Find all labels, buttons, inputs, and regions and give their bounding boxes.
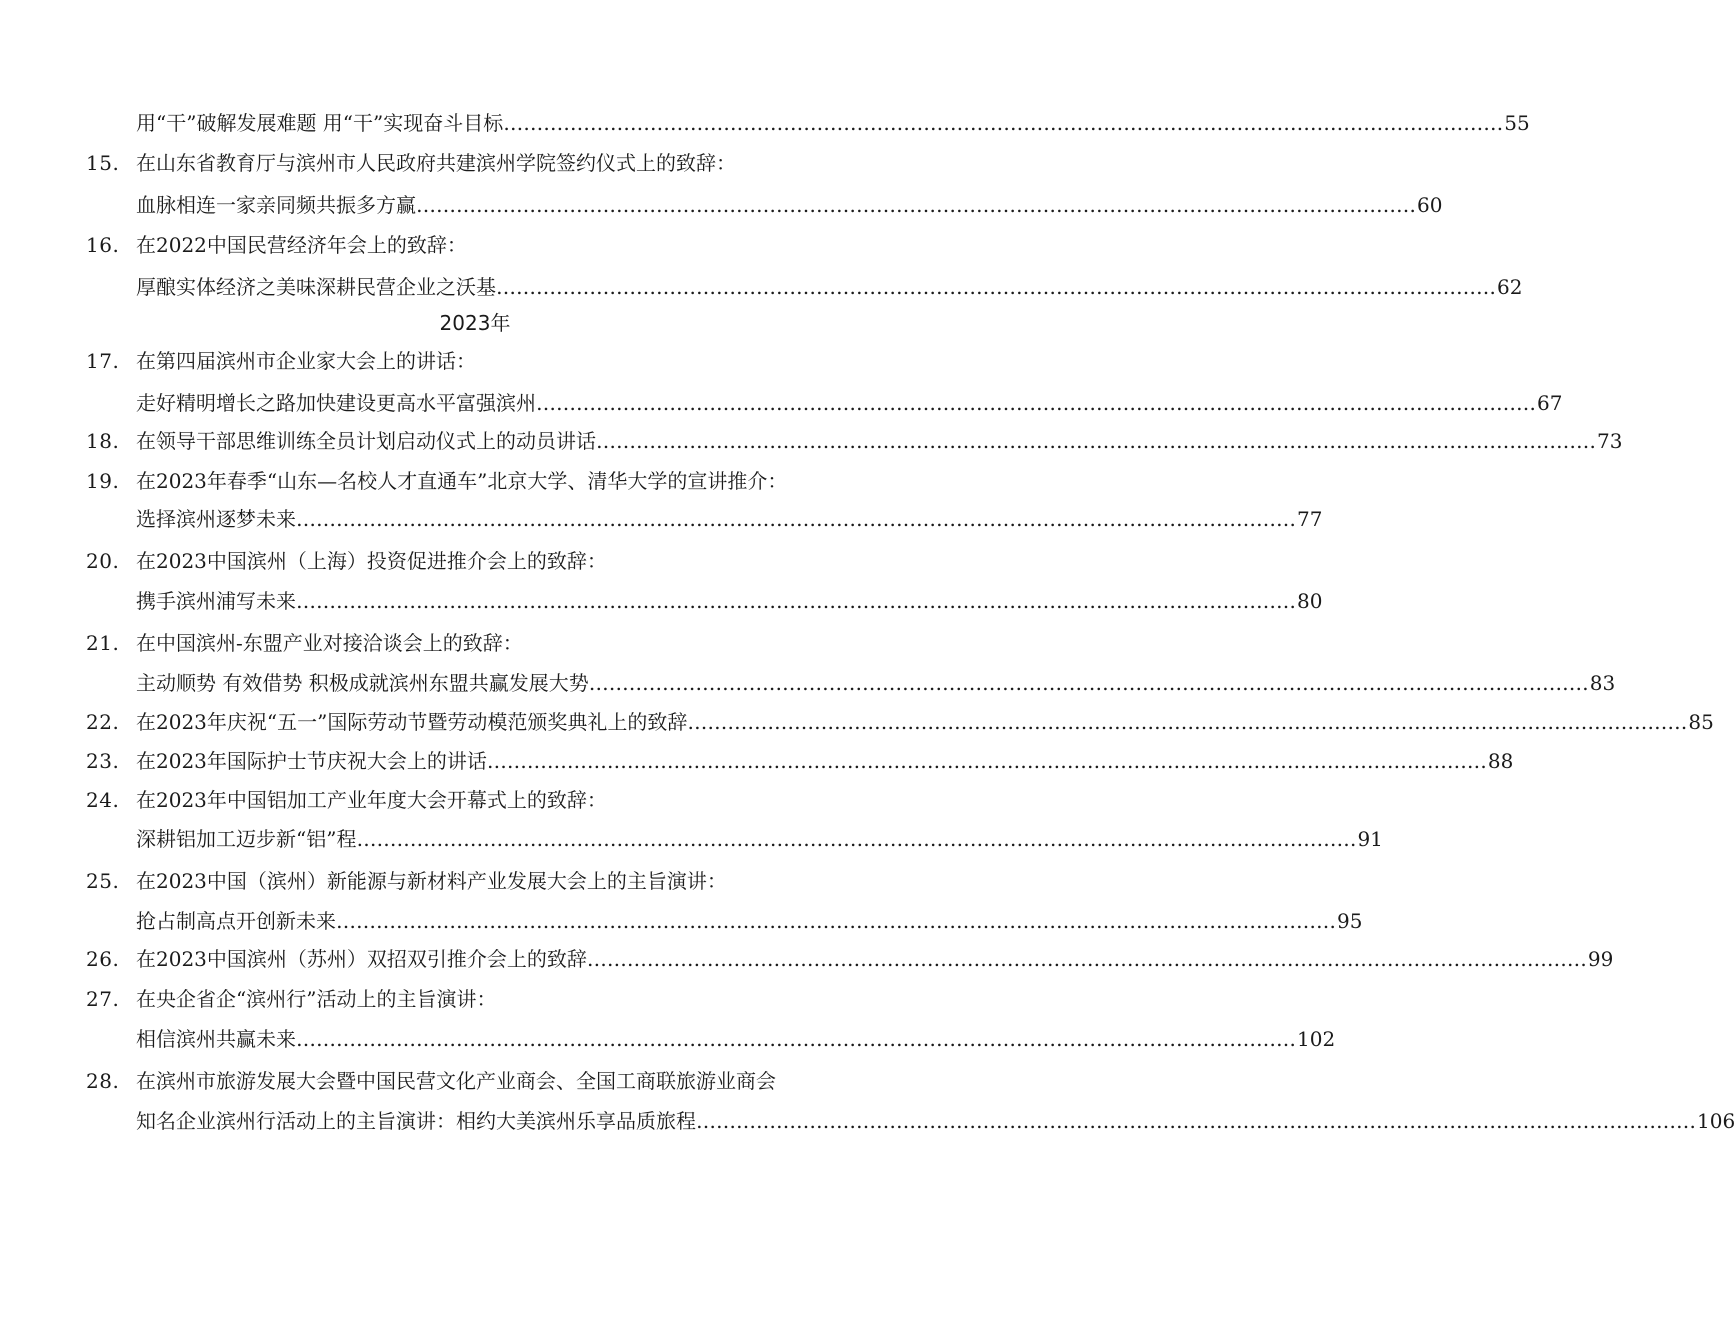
toc-entry-line (0, 190, 1443, 220)
entry-number: 27. (86, 987, 120, 1011)
toc-entry-line (0, 546, 950, 576)
entry-title: 在2022中国民营经济年会上的致辞： (136, 233, 467, 257)
toc-entry-line (0, 346, 950, 376)
page-number: 95 (1337, 909, 1363, 933)
dot-leader: …………………………………………………………………………………………………………………………………… (416, 193, 1416, 217)
page-number: 73 (1597, 429, 1623, 453)
entry-title: 在2023年中国铝加工产业年度大会开幕式上的致辞： (136, 788, 607, 812)
toc-entry-line (0, 230, 950, 260)
entry-number: 28. (86, 1069, 120, 1093)
toc-entry-line (0, 148, 950, 178)
dot-leader: …………………………………………………………………………………………………………………………………… (596, 429, 1596, 453)
toc-entry-line (0, 746, 1514, 776)
entry-title: 在2023年国际护士节庆祝大会上的讲话 (136, 749, 487, 773)
entry-number: 20. (86, 549, 120, 573)
entry-title: 在第四届滨州市企业家大会上的讲话： (136, 349, 476, 373)
entry-number: 16. (86, 233, 120, 257)
page-number: 99 (1587, 947, 1614, 971)
page-number: 55 (1504, 111, 1530, 135)
toc-entry-line (0, 628, 950, 658)
year-heading: 2023年 (439, 311, 511, 335)
toc-entry-line (0, 1106, 1735, 1136)
dot-leader: …………………………………………………………………………………………………………………………………… (296, 1027, 1296, 1051)
page-number: 83 (1589, 671, 1616, 695)
toc-entry-line (0, 1066, 950, 1096)
entry-title: 在央企省企“滨州行”活动上的主旨演讲： (136, 987, 497, 1011)
entry-number: 21. (86, 631, 120, 655)
entry-title: 在2023中国（滨州）新能源与新材料产业发展大会上的主旨演讲： (136, 869, 727, 893)
page-number: 62 (1497, 275, 1523, 299)
entry-subtitle: 主动顺势 有效借势 积极成就滨州东盟共赢发展大势 (136, 671, 589, 695)
dot-leader: …………………………………………………………………………………………………………………………………… (356, 827, 1357, 851)
page-number: 88 (1487, 749, 1514, 773)
entry-number: 23. (86, 749, 120, 773)
entry-title: 在2023年庆祝“五一”国际劳动节暨劳动模范颁奖典礼上的致辞 (136, 710, 688, 734)
entry-number: 24. (86, 788, 120, 812)
entry-title: 用“干”破解发展难题 用“干”实现奋斗目标 (136, 111, 504, 135)
toc-entry-line (0, 426, 1623, 456)
entry-title: 在2023年春季“山东—名校人才直通车”北京大学、清华大学的宣讲推介： (136, 469, 788, 493)
entry-subtitle: 厚酿实体经济之美味深耕民营企业之沃基 (136, 275, 496, 299)
toc-entry-line (0, 866, 950, 896)
page-number: 91 (1357, 827, 1383, 851)
entry-title: 在山东省教育厅与滨州市人民政府共建滨州学院签约仪式上的致辞： (136, 151, 736, 175)
entry-subtitle: 深耕铝加工迈步新“铝”程 (136, 827, 357, 851)
toc-entry-line (0, 1024, 1336, 1054)
page-number: 102 (1297, 1027, 1336, 1051)
entry-subtitle: 走好精明增长之路加快建设更高水平富强滨州 (136, 391, 536, 415)
dot-leader: …………………………………………………………………………………………………………………………………… (296, 507, 1296, 531)
toc-entry-line (0, 108, 1530, 138)
toc-entry-line (0, 984, 950, 1014)
dot-leader: …………………………………………………………………………………………………………………………………… (496, 275, 1496, 299)
entry-title: 在2023中国滨州（苏州）双招双引推介会上的致辞 (136, 947, 587, 971)
toc-entry-line (0, 586, 1323, 616)
entry-subtitle: 血脉相连一家亲同频共振多方赢 (136, 193, 416, 217)
entry-subtitle: 抢占制高点开创新未来 (136, 909, 336, 933)
dot-leader: …………………………………………………………………………………………………………………………………… (536, 391, 1536, 415)
entry-subtitle: 携手滨州浦写未来 (136, 589, 296, 613)
toc-entry-line (0, 944, 1614, 974)
entry-number: 22. (86, 710, 120, 734)
toc-entry-line (0, 466, 950, 496)
toc-entry-line (0, 906, 1363, 936)
page-number: 67 (1537, 391, 1563, 415)
dot-leader: …………………………………………………………………………………………………………………………………… (336, 909, 1336, 933)
dot-leader: …………………………………………………………………………………………………………………………………… (696, 1109, 1696, 1133)
entry-number: 18. (86, 429, 120, 453)
entry-subtitle: 相信滨州共赢未来 (136, 1027, 296, 1051)
entry-title: 在中国滨州-东盟产业对接洽谈会上的致辞： (136, 631, 523, 655)
entry-number: 26. (86, 947, 120, 971)
toc-entry-line (0, 668, 1616, 698)
dot-leader: …………………………………………………………………………………………………………………………………… (586, 947, 1587, 971)
dot-leader: …………………………………………………………………………………………………………………………………… (588, 671, 1589, 695)
entry-number: 17. (86, 349, 120, 373)
page-number: 106 (1697, 1109, 1735, 1133)
page-number: 80 (1297, 589, 1323, 613)
entry-number: 19. (86, 469, 120, 493)
toc-entry-line (0, 388, 1563, 418)
dot-leader: …………………………………………………………………………………………………………………………………… (486, 749, 1487, 773)
page-number: 77 (1297, 507, 1323, 531)
entry-number: 15. (86, 151, 120, 175)
toc-entry-line (0, 785, 950, 815)
entry-subtitle: 选择滨州逐梦未来 (136, 507, 296, 531)
entry-title: 在2023中国滨州（上海）投资促进推介会上的致辞： (136, 549, 607, 573)
toc-entry-line (0, 707, 1714, 737)
page-number: 60 (1417, 193, 1443, 217)
dot-leader: …………………………………………………………………………………………………………………………………… (503, 111, 1504, 135)
toc-entry-line (0, 824, 1383, 854)
dot-leader: …………………………………………………………………………………………………………………………………… (687, 710, 1688, 734)
entry-number: 25. (86, 869, 120, 893)
entry-title: 在滨州市旅游发展大会暨中国民营文化产业商会、全国工商联旅游业商会 (136, 1069, 776, 1093)
dot-leader: …………………………………………………………………………………………………………………………………… (296, 589, 1296, 613)
page-number: 85 (1688, 710, 1714, 734)
toc-entry-line (0, 504, 1323, 534)
entry-subtitle: 知名企业滨州行活动上的主旨演讲：相约大美滨州乐享品质旅程 (136, 1109, 696, 1133)
toc-entry-line (0, 272, 1523, 302)
entry-title: 在领导干部思维训练全员计划启动仪式上的动员讲话 (136, 429, 596, 453)
